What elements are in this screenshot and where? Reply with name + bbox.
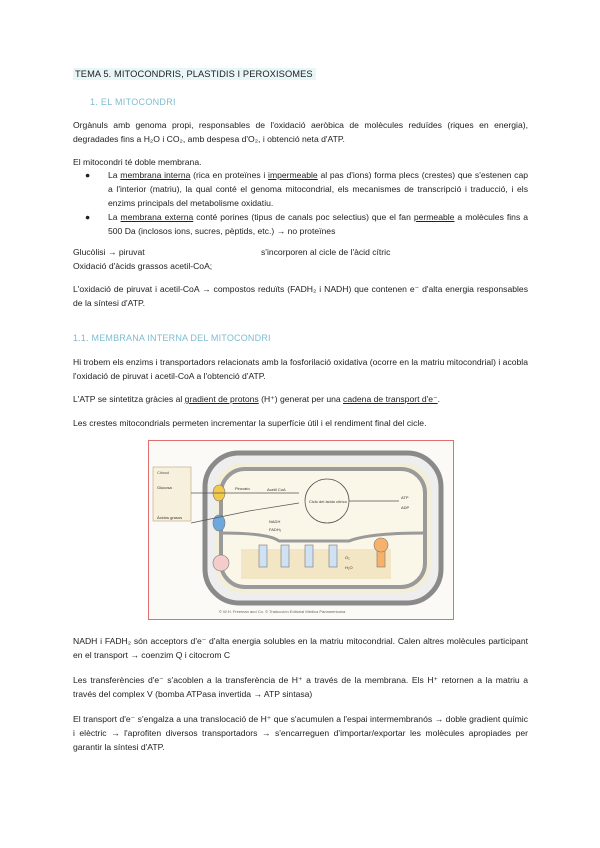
bullet-icon: ● bbox=[85, 170, 91, 180]
mitochondrion-diagram bbox=[148, 440, 454, 620]
intro-paragraph: Orgànuls amb genoma propi, responsables de l'oxidació aeròbica de molècules reduïdes (riques en energia), degradades fins a H₂O i CO₂, amb despesa d'O₂, i obtenció neta d'ATP. bbox=[73, 120, 528, 144]
acetylcoa-label: Acetil CoA bbox=[267, 487, 286, 492]
figure-caption: © W.H. Freeman and Co. © Traducción Editorial Médica Panamericana bbox=[219, 609, 346, 614]
atp-synthase-head bbox=[374, 538, 388, 552]
bullet-icon: ● bbox=[85, 212, 91, 222]
glucose-label: Glucosa bbox=[157, 485, 172, 490]
membrane-bullet-list bbox=[80, 168, 528, 238]
glucolisi-text: Glucòlisi → piruvat bbox=[73, 247, 145, 257]
transport-paragraph: El transport d'e⁻ s'engalza a una translocació de H⁺ que s'acumulen a l'espai intermembranós → doble gradient químic i elèctric → l'aprofiten diversos transportadors → s'encarreguen d'importar/exportar les molècules apropiades per garantir la síntesi d'ATP. bbox=[73, 714, 528, 752]
underlined-term: gradient de protons bbox=[184, 394, 259, 404]
page-title: TEMA 5. MITOCONDRIS, PLASTIDIS I PEROXISOMES bbox=[73, 68, 316, 80]
cytosol-label: Citosol bbox=[157, 470, 170, 475]
atp-label: ATP bbox=[401, 495, 409, 500]
complex-iii bbox=[305, 545, 313, 567]
section-heading-mitocondri: 1. EL MITOCONDRI bbox=[90, 97, 176, 107]
double-membrane-text: El mitocondri té doble membrana. bbox=[73, 157, 202, 167]
underlined-term: permeable bbox=[413, 212, 455, 222]
bullet-outer-membrane: ● La membrana externa conté porines (tipus de canals poc selectius) que el fan permeable a molècules fins a 500 Da (inclosos ions, sucres, pèptids, etc.) → no proteïnes bbox=[85, 212, 529, 236]
incorporen-text: s'incorporen al cicle de l'àcid cítric bbox=[261, 247, 391, 257]
atp-gradient-paragraph: L'ATP se sintetitza gràcies al gradient de protons (H⁺) generat per una cadena de transport d'e⁻. bbox=[73, 394, 441, 404]
nadh-label: NADH bbox=[269, 519, 281, 524]
mitochondrion-diagram-svg bbox=[149, 441, 453, 619]
adp-label: ADP bbox=[401, 505, 410, 510]
complex-iv bbox=[329, 545, 337, 567]
membrana-interna-paragraph: Hi trobem els enzims i transportadors relacionats amb la fosforilació oxidativa (ocorre en la matriu mitocondrial) i acobla l'oxidació de piruvat i acetil-CoA a l'obtenció d'ATP. bbox=[73, 357, 528, 381]
bullet-inner-membrane: ● La membrana interna (rica en proteïnes i impermeable al pas d'ions) forma plecs (crestes) que s'estenen cap a l'interior (matriu), la qual conté el genoma mitocondrial, els mecanismes de transcripció i traducció, i els enzims principals del metabolisme oxidatiu. bbox=[85, 170, 529, 208]
oxidacio-acids-text: Oxidació d'àcids grassos acetil-CoA; bbox=[73, 261, 213, 271]
citric-cycle-label: Ciclo del ácido cítrico bbox=[309, 499, 347, 504]
transferencies-paragraph: Les transferències d'e⁻ s'acoblen a la transferència de H⁺ a través de la membrana. Els H⁺ retornen a la matriu a través del complex V (bomba ATPasa invertida → ATP sintasa) bbox=[73, 675, 528, 699]
oxidacio-piruvat-paragraph: L'oxidació de piruvat i acetil-CoA → compostos reduïts (FADH₂ i NADH) que contenen e⁻ d'alta energia responsables de la síntesi d'ATP. bbox=[73, 284, 528, 308]
h2o-label: H₂O bbox=[345, 565, 353, 570]
fadh2-label: FADH₂ bbox=[269, 527, 282, 532]
underlined-term: membrana interna bbox=[120, 170, 191, 180]
complex-ii bbox=[281, 545, 289, 567]
cytosol-box bbox=[153, 467, 191, 521]
fatty-acids-label: Ácidos grasos bbox=[157, 515, 183, 520]
underlined-term: membrana externa bbox=[120, 212, 194, 222]
nadh-fadh2-paragraph: NADH i FADH₂ són acceptors d'e⁻ d'alta energia solubles en la matriu mitocondrial. Calen altres molècules participant en el transport → coenzim Q i citocrom C bbox=[73, 636, 528, 660]
pyruvate-label: Piruvato bbox=[235, 486, 250, 491]
o2-label: O₂ bbox=[345, 555, 350, 560]
complex-i bbox=[259, 545, 267, 567]
underlined-term: impermeable bbox=[268, 170, 318, 180]
atp-adp-translocase bbox=[213, 555, 229, 571]
underlined-term: cadena de transport d'e⁻ bbox=[343, 394, 438, 404]
crestes-paragraph: Les crestes mitocondrials permeten incrementar la superfície útil i el rendiment final del cicle. bbox=[73, 418, 427, 428]
section-heading-membrana-interna: 1.1. MEMBRANA INTERNA DEL MITOCONDRI bbox=[73, 333, 271, 343]
